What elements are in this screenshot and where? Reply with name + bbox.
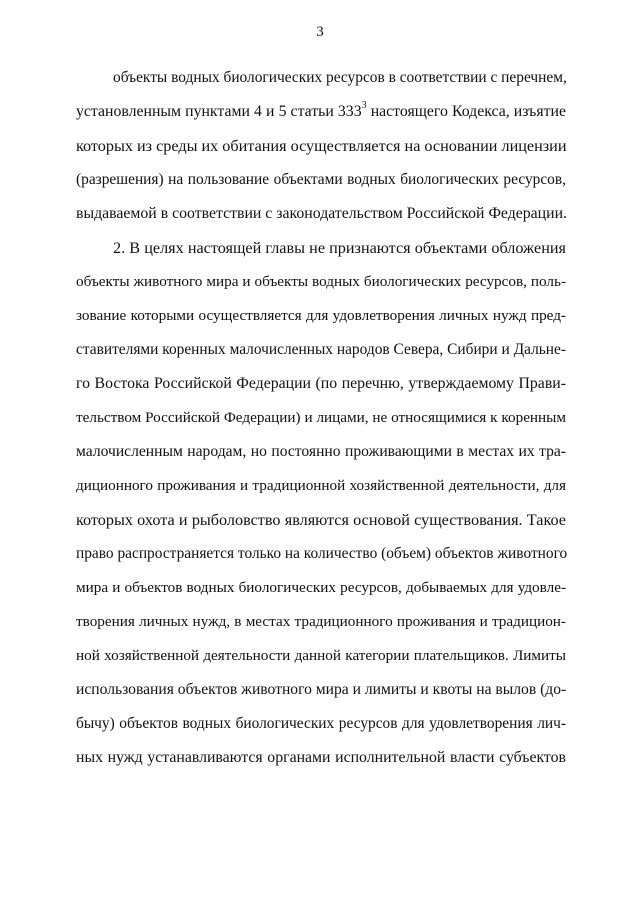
page-number: 3 [316, 24, 324, 40]
paragraph-2-line-12: творения личных нужд, в местах традиционного проживания и традицион- [76, 613, 566, 630]
paragraph-2-line-10: право распространяется только на количество (объем) объектов животного [76, 545, 568, 562]
paragraph-2-line-1: 2. В целях настоящей главы не признаются объектами обложения [113, 239, 566, 257]
paragraph-2-line-16: ных нужд устанавливаются органами исполнительной власти субъектов [76, 749, 566, 766]
paragraph-2-line-3: зование которыми осуществляется для удовлетворения личных нужд пред- [76, 307, 566, 324]
paragraph-2-line-15: бычу) объектов водных биологических ресурсов для удовлетворения лич- [76, 715, 566, 732]
paragraph-2-line-2: объекты животного мира и объекты водных биологических ресурсов, поль- [76, 273, 566, 290]
superscript-article-number: 3 [361, 99, 367, 111]
paragraph-1-line-1: объекты водных биологических ресурсов в соответствии с перечнем, [113, 69, 567, 86]
paragraph-2-line-4: ставителями коренных малочисленных народов Севера, Сибири и Дальне- [76, 341, 566, 358]
paragraph-2-line-9: которых охота и рыболовство являются основой существования. Такое [76, 511, 566, 529]
paragraph-2-line-8: диционного проживания и традиционной хозяйственной деятельности, для [76, 477, 566, 494]
paragraph-2-line-6: тельством Российской Федерации) и лицами, не относящимися к коренным [76, 409, 566, 426]
paragraph-1-line-3: которых из среды их обитания осуществляется на основании лицензии [76, 137, 567, 155]
paragraph-1-line-2-tail: настоящего Кодекса, изъятие [366, 103, 566, 120]
paragraph-1-line-2 [76, 99, 566, 122]
paragraph-2-line-13: ной хозяйственной деятельности данной категории плательщиков. Лимиты [76, 647, 566, 664]
paragraph-2-line-11: мира и объектов водных биологических ресурсов, добываемых для удовле- [76, 579, 566, 596]
paragraph-1-line-2-text: установленным пунктами 4 и 5 статьи 333 [76, 103, 362, 120]
paragraph-2-line-7: малочисленным народам, но постоянно проживающими в местах их тра- [76, 443, 566, 460]
paragraph-2-line-5: го Востока Российской Федерации (по перечню, утверждаемому Прави- [76, 375, 566, 392]
paragraph-1-line-4: (разрешения) на пользование объектами водных биологических ресурсов, [76, 171, 566, 188]
paragraph-2-line-14: использования объектов животного мира и лимиты и квоты на вылов (до- [76, 681, 567, 698]
paragraph-1-line-5: выдаваемой в соответствии с законодательством Российской Федерации. [76, 205, 567, 222]
